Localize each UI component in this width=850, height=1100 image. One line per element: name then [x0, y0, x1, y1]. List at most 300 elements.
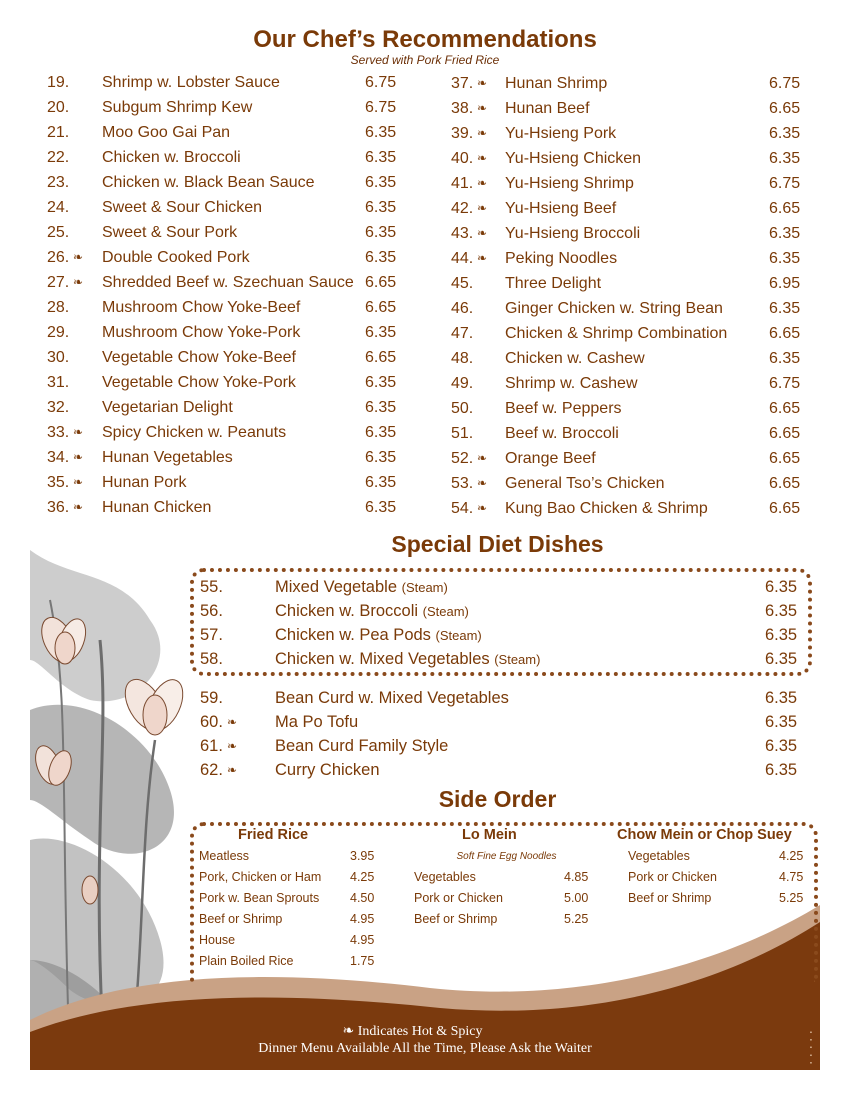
item-name-wrap: [102, 395, 233, 420]
item-price: 6.35: [365, 199, 397, 216]
item-price: 6.35: [769, 150, 801, 167]
item-price: 6.35: [765, 737, 798, 755]
hot-spicy-icon: ❧: [73, 475, 84, 489]
item-price: 6.35: [365, 124, 397, 141]
side-item-price: 4.95: [350, 933, 375, 947]
item-name: Chicken w. Pea Pods: [275, 626, 431, 644]
item-name-wrap: [505, 121, 616, 146]
item-number: 60.: [200, 713, 223, 731]
special-diet-steamed-list: [200, 575, 810, 671]
menu-item: [451, 96, 811, 121]
hot-spicy-icon: ❧: [227, 715, 238, 729]
item-name: Yu-Hsieng Chicken: [505, 150, 642, 167]
side-item-price: 5.25: [779, 891, 804, 905]
item-number: 22.: [47, 149, 70, 166]
hot-spicy-icon: ❧: [73, 500, 84, 514]
item-price: 6.65: [365, 299, 397, 316]
menu-item: [47, 270, 407, 295]
item-name-wrap: [275, 623, 482, 648]
item-name-wrap: [275, 575, 448, 600]
side-item: [199, 846, 389, 867]
menu-item: [47, 345, 407, 370]
item-number: 25.: [47, 224, 70, 241]
item-price: 6.35: [765, 689, 798, 707]
item-number: 58.: [200, 650, 223, 668]
item-name: Yu-Hsieng Broccoli: [505, 225, 641, 242]
item-price: 6.65: [365, 274, 397, 291]
item-number: 32.: [47, 399, 70, 416]
print-code: ▪ ▪ ▪ ▪ ▪: [808, 1028, 814, 1065]
item-price: 6.35: [365, 224, 397, 241]
item-name: Shredded Beef w. Szechuan Sauce: [102, 274, 354, 291]
item-name-wrap: [505, 371, 638, 396]
chow-mein-heading: Chow Mein or Chop Suey: [617, 827, 792, 843]
item-name: Chicken & Shrimp Combination: [505, 325, 728, 342]
item-number: 40.: [451, 150, 474, 167]
side-item-price: 4.25: [350, 870, 375, 884]
item-number: 46.: [451, 300, 474, 317]
item-name-wrap: [102, 295, 300, 320]
menu-item: [451, 246, 811, 271]
hot-spicy-icon: ❧: [477, 501, 488, 515]
item-name-wrap: [102, 420, 286, 445]
item-number: 34.: [47, 449, 70, 466]
item-name: Vegetarian Delight: [102, 399, 233, 416]
side-item-name: Plain Boiled Rice: [199, 954, 294, 968]
item-price: 6.35: [765, 578, 798, 596]
menu-item: [451, 346, 811, 371]
item-name-wrap: [102, 270, 354, 295]
item-name: Curry Chicken: [275, 761, 380, 779]
side-item: [617, 888, 812, 909]
item-name: Chicken w. Black Bean Sauce: [102, 174, 315, 191]
item-name-wrap: [505, 396, 622, 421]
item-name-wrap: [102, 245, 250, 270]
item-name: Ma Po Tofu: [275, 713, 359, 731]
item-name: Yu-Hsieng Shrimp: [505, 175, 634, 192]
menu-item: [200, 710, 810, 734]
item-name-wrap: [505, 321, 727, 346]
item-price: 6.35: [365, 324, 397, 341]
item-price: 6.65: [769, 200, 801, 217]
item-number: 35.: [47, 474, 70, 491]
item-number: 24.: [47, 199, 70, 216]
item-name-wrap: [505, 346, 645, 371]
item-name-wrap: [102, 370, 296, 395]
hot-spicy-icon: ❧: [477, 226, 488, 240]
side-item-name: Vegetables: [414, 870, 476, 884]
fried-rice-section: [199, 824, 389, 972]
item-name: Beef w. Peppers: [505, 400, 622, 417]
hot-spicy-icon: ❧: [477, 126, 488, 140]
menu-item: [451, 496, 811, 521]
item-price: 6.35: [769, 225, 801, 242]
lo-mein-heading: Lo Mein: [462, 827, 517, 843]
item-price: 6.75: [769, 175, 801, 192]
item-price: 6.65: [769, 325, 801, 342]
item-name: Mixed Vegetable: [275, 578, 398, 596]
side-item-price: 3.95: [350, 849, 375, 863]
menu-item: [451, 446, 811, 471]
menu-item: [451, 146, 811, 171]
side-item-name: Beef or Shrimp: [414, 912, 498, 926]
item-number: 45.: [451, 275, 474, 292]
hot-spicy-icon: ❧: [227, 763, 238, 777]
side-item-price: 4.25: [779, 849, 804, 863]
item-name-wrap: [505, 96, 590, 121]
side-item-name: Beef or Shrimp: [628, 891, 712, 905]
hot-spicy-icon: ❧: [477, 151, 488, 165]
item-number: 37.: [451, 75, 474, 92]
side-order-title: Side Order: [438, 786, 557, 812]
item-name: Hunan Pork: [102, 474, 187, 491]
item-name-wrap: [102, 120, 230, 145]
side-item-price: 5.25: [564, 912, 589, 926]
menu-item: [451, 121, 811, 146]
side-item: [199, 867, 389, 888]
item-price: 6.65: [769, 475, 801, 492]
menu-item: [47, 170, 407, 195]
item-name-wrap: [102, 70, 280, 95]
menu-item: [451, 271, 811, 296]
item-number: 27.: [47, 274, 70, 291]
item-price: 6.65: [769, 100, 801, 117]
menu-item: [200, 599, 810, 623]
item-price: 6.65: [769, 500, 801, 517]
item-name-wrap: [275, 686, 509, 710]
item-note: (Steam): [494, 652, 541, 667]
menu-item: [451, 371, 811, 396]
item-name: Mushroom Chow Yoke-Beef: [102, 299, 301, 316]
item-name-wrap: [275, 599, 469, 624]
item-price: 6.35: [765, 602, 798, 620]
item-name-wrap: [505, 496, 708, 521]
menu-item: [451, 221, 811, 246]
item-price: 6.35: [365, 474, 397, 491]
item-price: 6.35: [769, 250, 801, 267]
item-name-wrap: [275, 734, 448, 758]
item-note: (Steam): [422, 604, 469, 619]
item-name-wrap: [275, 758, 380, 782]
side-item: [617, 867, 812, 888]
item-number: 41.: [451, 175, 474, 192]
item-name: Chicken w. Mixed Vegetables: [275, 650, 490, 668]
item-name-wrap: [505, 196, 616, 221]
menu-item: [47, 420, 407, 445]
item-name-wrap: [102, 470, 187, 495]
item-number: 28.: [47, 299, 70, 316]
item-name: Hunan Beef: [505, 100, 590, 117]
hot-spicy-icon: ❧: [477, 451, 488, 465]
side-item-name: Vegetables: [628, 849, 690, 863]
hot-spicy-legend: [240, 1023, 585, 1040]
menu-item: [47, 470, 407, 495]
menu-item: [47, 95, 407, 120]
item-number: 38.: [451, 100, 474, 117]
dinner-menu-note: Dinner Menu Available All the Time, Please Ask the Waiter: [258, 1041, 592, 1056]
side-item-price: 4.95: [350, 912, 375, 926]
menu-item: [47, 145, 407, 170]
hot-spicy-icon: ❧: [73, 250, 84, 264]
hot-spicy-icon: ❧: [227, 739, 238, 753]
menu-item: [200, 647, 810, 671]
item-number: 20.: [47, 99, 70, 116]
chef-recommendations-title: Our Chef’s Recommendations: [253, 26, 597, 53]
menu-item: [47, 245, 407, 270]
side-item-price: 4.85: [564, 870, 589, 884]
side-item-name: Pork or Chicken: [414, 891, 503, 905]
special-diet-title: Special Diet Dishes: [391, 531, 604, 557]
menu-item: [451, 471, 811, 496]
item-price: 6.35: [765, 761, 798, 779]
side-item: [199, 888, 389, 909]
item-price: 6.95: [769, 275, 801, 292]
item-name: Mushroom Chow Yoke-Pork: [102, 324, 301, 341]
chow-mein-section: [617, 824, 812, 909]
hot-spicy-icon: ❧: [477, 176, 488, 190]
hot-spicy-icon: ❧: [477, 251, 488, 265]
menu-item: [451, 71, 811, 96]
item-number: 57.: [200, 626, 223, 644]
item-price: 6.35: [765, 713, 798, 731]
menu-item: [47, 220, 407, 245]
chef-menu-right-column: [451, 71, 811, 521]
hot-spicy-icon: ❧: [477, 476, 488, 490]
side-item-name: Pork, Chicken or Ham: [199, 870, 322, 884]
menu-item: [451, 396, 811, 421]
item-name-wrap: [102, 445, 233, 470]
item-number: 19.: [47, 74, 70, 91]
side-item-price: 4.75: [779, 870, 804, 884]
side-item-price: 1.75: [350, 954, 375, 968]
item-number: 39.: [451, 125, 474, 142]
item-name-wrap: [102, 195, 262, 220]
item-name-wrap: [102, 220, 237, 245]
item-name-wrap: [102, 170, 315, 195]
item-note: (Steam): [435, 628, 482, 643]
item-price: 6.35: [365, 424, 397, 441]
hot-spicy-icon: ❧: [342, 1024, 355, 1039]
fried-rice-heading: Fried Rice: [238, 827, 309, 843]
item-number: 44.: [451, 250, 474, 267]
lo-mein-subheading: Soft Fine Egg Noodles: [456, 851, 557, 862]
item-name: Shrimp w. Cashew: [505, 375, 638, 392]
item-number: 33.: [47, 424, 70, 441]
item-number: 55.: [200, 578, 223, 596]
item-number: 30.: [47, 349, 70, 366]
item-name-wrap: [102, 345, 296, 370]
menu-item: [451, 321, 811, 346]
item-name: Three Delight: [505, 275, 602, 292]
side-item: [199, 930, 389, 951]
hot-spicy-icon: ❧: [73, 275, 84, 289]
item-name-wrap: [102, 320, 300, 345]
item-price: 6.35: [765, 650, 798, 668]
item-price: 6.35: [365, 499, 397, 516]
item-name: Hunan Shrimp: [505, 75, 608, 92]
special-diet-extra-list: [200, 686, 810, 782]
item-name: Yu-Hsieng Pork: [505, 125, 617, 142]
item-name-wrap: [505, 221, 640, 246]
lo-mein-section: [414, 824, 599, 930]
item-name-wrap: [275, 710, 358, 734]
item-number: 21.: [47, 124, 70, 141]
item-name-wrap: [505, 271, 601, 296]
menu-item: [47, 395, 407, 420]
item-name: Kung Bao Chicken & Shrimp: [505, 500, 708, 517]
item-number: 31.: [47, 374, 70, 391]
item-name: Chicken w. Cashew: [505, 350, 645, 367]
item-name-wrap: [505, 296, 723, 321]
menu-item: [200, 623, 810, 647]
side-item: [199, 909, 389, 930]
item-price: 6.65: [769, 450, 801, 467]
item-name-wrap: [505, 446, 596, 471]
item-name: Vegetable Chow Yoke-Pork: [102, 374, 296, 391]
menu-item: [47, 320, 407, 345]
item-number: 49.: [451, 375, 474, 392]
menu-item: [200, 758, 810, 782]
hot-spicy-icon: ❧: [73, 450, 84, 464]
item-price: 6.35: [769, 350, 801, 367]
item-name: Bean Curd w. Mixed Vegetables: [275, 689, 509, 707]
item-number: 59.: [200, 689, 223, 707]
side-item: [414, 909, 599, 930]
chef-recommendations-subtitle: Served with Pork Fried Rice: [350, 53, 500, 67]
item-name: Hunan Chicken: [102, 499, 212, 516]
side-item: [199, 951, 389, 972]
item-number: 36.: [47, 499, 70, 516]
menu-item: [200, 575, 810, 599]
item-name-wrap: [505, 471, 665, 496]
item-name: Double Cooked Pork: [102, 249, 250, 266]
item-name: Beef w. Broccoli: [505, 425, 619, 442]
side-item-name: Meatless: [199, 849, 250, 863]
item-price: 6.75: [769, 75, 801, 92]
item-name: Peking Noodles: [505, 250, 618, 267]
item-name-wrap: [102, 95, 252, 120]
menu-item: [451, 196, 811, 221]
menu-item: [451, 171, 811, 196]
item-name: Subgum Shrimp Kew: [102, 99, 253, 116]
item-name: Hunan Vegetables: [102, 449, 233, 466]
item-number: 43.: [451, 225, 474, 242]
item-name-wrap: [505, 71, 607, 96]
item-name: Shrimp w. Lobster Sauce: [102, 74, 280, 91]
item-number: 56.: [200, 602, 223, 620]
menu-item: [451, 296, 811, 321]
item-price: 6.35: [769, 125, 801, 142]
item-number: 53.: [451, 475, 474, 492]
hot-spicy-icon: ❧: [477, 201, 488, 215]
menu-item: [47, 70, 407, 95]
side-item-price: 4.50: [350, 891, 375, 905]
menu-item: [47, 495, 407, 520]
item-name-wrap: [102, 145, 241, 170]
item-name: Ginger Chicken w. String Bean: [505, 300, 723, 317]
hot-spicy-icon: ❧: [477, 101, 488, 115]
item-number: 48.: [451, 350, 474, 367]
item-price: 6.65: [365, 349, 397, 366]
item-number: 29.: [47, 324, 70, 341]
item-number: 52.: [451, 450, 474, 467]
menu-item: [200, 734, 810, 758]
item-name-wrap: [505, 171, 634, 196]
item-price: 6.35: [365, 449, 397, 466]
item-number: 42.: [451, 200, 474, 217]
hot-spicy-legend-text: Indicates Hot & Spicy: [357, 1024, 483, 1039]
item-name-wrap: [275, 647, 540, 672]
item-name: Spicy Chicken w. Peanuts: [102, 424, 287, 441]
item-price: 6.35: [365, 249, 397, 266]
item-number: 51.: [451, 425, 474, 442]
item-number: 26.: [47, 249, 70, 266]
item-name: Yu-Hsieng Beef: [505, 200, 617, 217]
item-price: 6.75: [365, 74, 397, 91]
item-name-wrap: [505, 146, 641, 171]
side-item: [414, 888, 599, 909]
item-name: Chicken w. Broccoli: [102, 149, 241, 166]
side-item: [414, 867, 599, 888]
item-note: (Steam): [401, 580, 448, 595]
side-item-name: Beef or Shrimp: [199, 912, 283, 926]
menu-item: [47, 195, 407, 220]
side-item-name: Pork or Chicken: [628, 870, 717, 884]
item-price: 6.75: [365, 99, 397, 116]
menu-item: [47, 295, 407, 320]
item-name: Orange Beef: [505, 450, 596, 467]
side-item-name: Pork w. Bean Sprouts: [199, 891, 320, 905]
item-price: 6.35: [365, 149, 397, 166]
hot-spicy-icon: ❧: [73, 425, 84, 439]
item-name: Chicken w. Broccoli: [275, 602, 419, 620]
item-number: 61.: [200, 737, 223, 755]
item-name: General Tso’s Chicken: [505, 475, 665, 492]
menu-item: [451, 421, 811, 446]
item-price: 6.35: [765, 626, 798, 644]
item-price: 6.35: [365, 174, 397, 191]
item-price: 6.65: [769, 400, 801, 417]
item-name-wrap: [505, 246, 617, 271]
item-number: 54.: [451, 500, 474, 517]
item-price: 6.35: [365, 399, 397, 416]
item-name: Bean Curd Family Style: [275, 737, 449, 755]
item-price: 6.75: [769, 375, 801, 392]
item-number: 23.: [47, 174, 70, 191]
side-item-price: 5.00: [564, 891, 589, 905]
item-number: 50.: [451, 400, 474, 417]
item-number: 47.: [451, 325, 474, 342]
item-name: Sweet & Sour Chicken: [102, 199, 263, 216]
item-price: 6.35: [769, 300, 801, 317]
menu-item: [47, 120, 407, 145]
side-item-name: House: [199, 933, 236, 947]
item-name: Moo Goo Gai Pan: [102, 124, 231, 141]
hot-spicy-icon: ❧: [477, 76, 488, 90]
item-price: 6.65: [769, 425, 801, 442]
item-name: Sweet & Sour Pork: [102, 224, 238, 241]
item-number: 62.: [200, 761, 223, 779]
item-name-wrap: [505, 421, 619, 446]
item-name: Vegetable Chow Yoke-Beef: [102, 349, 296, 366]
item-name-wrap: [102, 495, 211, 520]
menu-item: [47, 445, 407, 470]
menu-item: [200, 686, 810, 710]
side-item: [617, 846, 812, 867]
chef-menu-left-column: [47, 70, 407, 520]
menu-item: [47, 370, 407, 395]
item-price: 6.35: [365, 374, 397, 391]
